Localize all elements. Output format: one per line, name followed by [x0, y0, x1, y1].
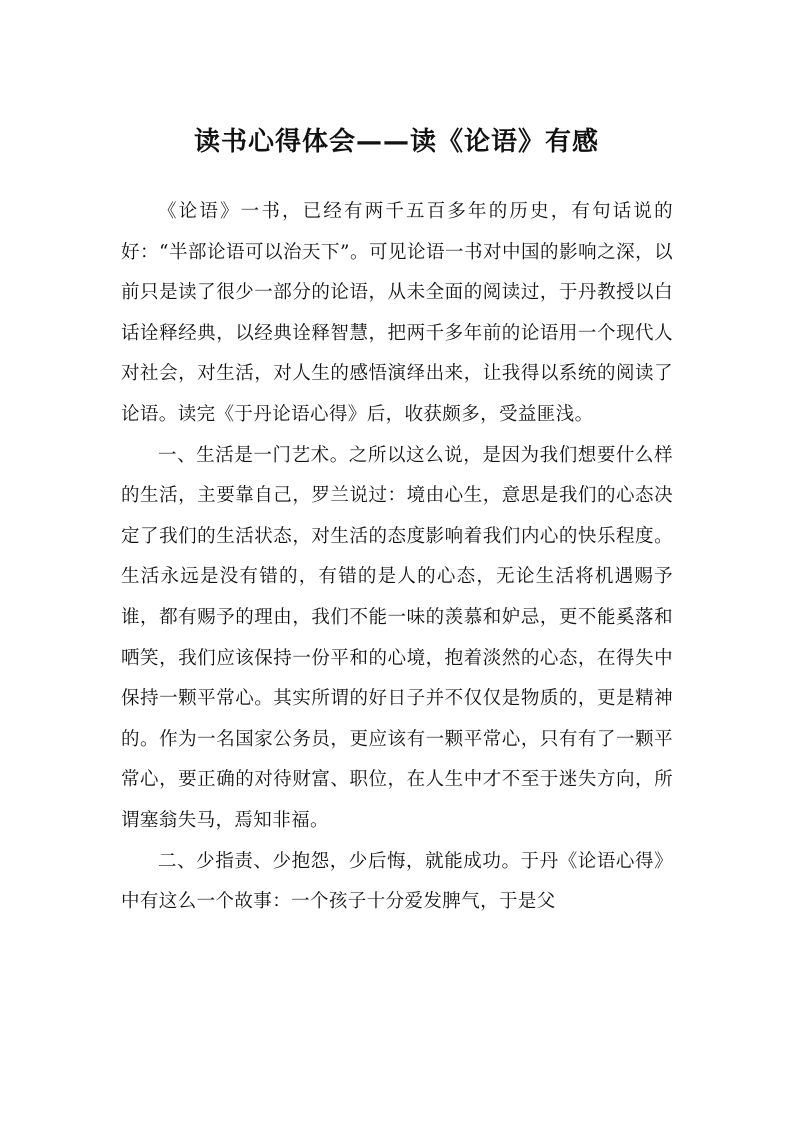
paragraph-intro: 《论语》一书，已经有两千五百多年的历史，有句话说的好：“半部论语可以治天下”。可见论语一书对中国的影响之深，以前只是读了很少一部分的论语，从未全面的阅读过，于丹教授以白话诠释经典，以经典诠释智慧，把两千多年前的论语用一个现代人对社会，对生活，对人生的感悟演绎出来，让我得以系统的阅读了论语。读完《于丹论语心得》后，收获颇多，受益匪浅。 — [121, 201, 673, 425]
paragraph-point-two: 二、少指责、少抱怨，少后悔，就能成功。于丹《论语心得》中有这么一个故事：一个孩子十分爱发脾气，于是父 — [121, 850, 673, 913]
paragraph-point-one: 一、生活是一门艺术。之所以这么说，是因为我们想要什么样的生活，主要靠自己，罗兰说过：境由心生，意思是我们的心态决定了我们的生活状态，对生活的态度影响着我们内心的快乐程度。生活永远是没有错的，有错的是人的心态，无论生活将机遇赐予谁，都有赐予的理由，我们不能一味的羡慕和妒忌，更不能奚落和哂笑，我们应该保持一份平和的心境，抱着淡然的心态，在得失中保持一颗平常心。其实所谓的好日子并不仅仅是物质的，更是精神的。作为一名国家公务员，更应该有一颗平常心，只有有了一颗平常心，要正确的对待财富、职位，在人生中才不至于迷失方向，所谓塞翁失马，焉知非福。 — [121, 444, 673, 831]
document-body — [121, 192, 673, 923]
document-title: 读书心得体会——读《论语》有感 — [193, 127, 599, 157]
